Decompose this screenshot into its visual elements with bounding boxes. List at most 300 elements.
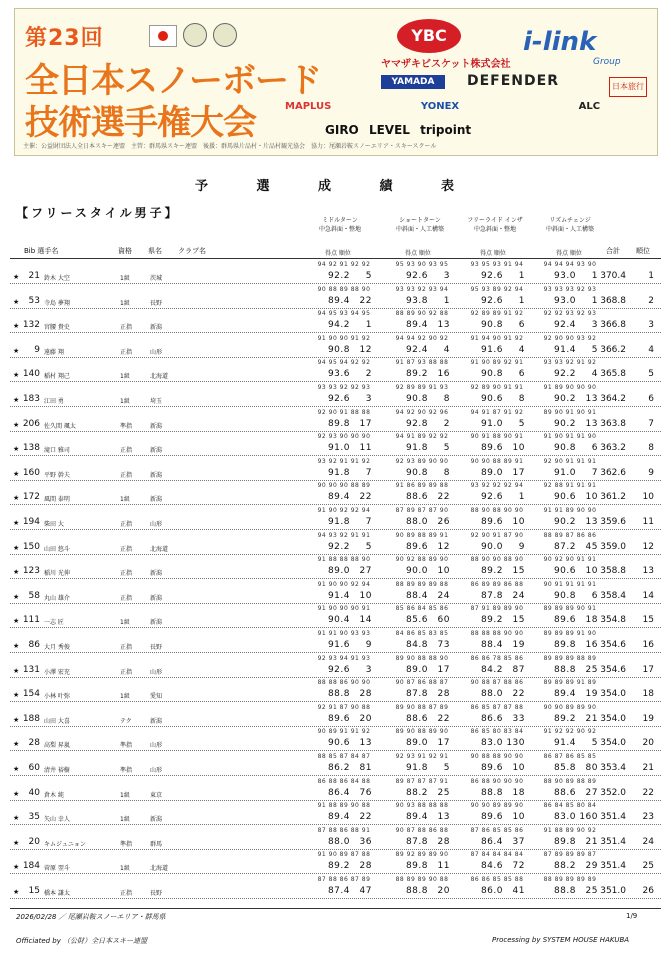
judge-scores: 87 86 85 85 86 xyxy=(470,826,524,834)
event-rank: 4 xyxy=(443,344,450,355)
event-result xyxy=(307,837,381,847)
col-qual: 資格 xyxy=(118,247,132,255)
event-score: 91.6 xyxy=(480,344,503,355)
judge-scores: 92 90 91 91 91 xyxy=(543,457,597,465)
event-result xyxy=(460,640,534,650)
edition: 第23回 xyxy=(25,26,104,51)
qualification: 準指 xyxy=(120,422,133,430)
athlete-name: 丸山 雄介 xyxy=(44,594,70,602)
overall-rank: 14 xyxy=(642,590,654,601)
judge-scores: 87 89 89 89 87 xyxy=(543,851,597,859)
star-icon: ★ xyxy=(13,765,20,773)
event-result xyxy=(385,369,459,379)
star-icon: ★ xyxy=(13,445,20,454)
event-rank: 17 xyxy=(359,418,372,429)
event-result xyxy=(307,763,381,773)
total-score: 364.2 xyxy=(600,394,626,404)
judge-scores: 88 89 87 86 86 xyxy=(543,531,597,539)
overall-rank: 12 xyxy=(642,541,654,552)
bib-number: 35 xyxy=(28,812,40,823)
event-score: 89.4 xyxy=(327,295,350,306)
event-rank: 1 xyxy=(518,295,525,306)
bib-number: 21 xyxy=(28,271,40,281)
event-rank: 25 xyxy=(437,787,450,798)
event-rank: 13 xyxy=(585,394,598,404)
event-sub: 中急斜面・整地 xyxy=(473,226,516,233)
bib-number: 123 xyxy=(22,566,40,577)
bib-number: 9 xyxy=(34,344,40,355)
judge-scores: 91 91 90 93 93 xyxy=(317,630,371,637)
event-score: 91.8 xyxy=(327,517,350,527)
event-score: 86.2 xyxy=(327,763,350,773)
judge-scores: 91 90 89 87 88 xyxy=(317,851,371,859)
event-score: 89.0 xyxy=(480,467,503,478)
event-score: 89.2 xyxy=(327,861,350,872)
qualification: 正指 xyxy=(120,521,133,528)
table-row xyxy=(0,727,671,751)
event-result xyxy=(460,689,534,699)
judge-scores: 89 90 88 87 89 xyxy=(395,703,449,711)
event-score: 90.8 xyxy=(553,590,576,601)
event-result xyxy=(460,886,534,896)
event-score: 92.6 xyxy=(327,664,350,675)
judge-scores: 89 89 89 91 89 xyxy=(543,679,597,687)
event-header xyxy=(533,216,607,234)
event-rank: 15 xyxy=(512,566,525,577)
judge-scores: 93 93 92 91 92 xyxy=(543,359,597,367)
col-score-rank: 得点 順位 xyxy=(556,250,582,257)
event-score: 89.0 xyxy=(405,664,428,675)
star-icon: ★ xyxy=(13,666,20,675)
judge-scores: 92 89 90 91 91 xyxy=(470,384,524,391)
qualification: 正指 xyxy=(120,545,133,553)
judge-scores: 89 89 89 91 90 xyxy=(543,630,597,637)
total-score: 359.0 xyxy=(600,541,626,552)
event-rank: 1 xyxy=(518,492,525,503)
table-row xyxy=(0,408,671,432)
event-rank: 1 xyxy=(365,320,372,331)
event-rank: 13 xyxy=(585,418,598,429)
total-score: 363.8 xyxy=(600,418,626,429)
event-rank: 37 xyxy=(512,836,525,847)
event-rank: 5 xyxy=(365,541,372,552)
judge-scores: 94 91 87 91 92 xyxy=(470,408,524,416)
table-row xyxy=(0,506,671,530)
event-result xyxy=(307,665,381,675)
qualification: 1級 xyxy=(120,496,130,504)
athlete-name: 滝口 雅司 xyxy=(44,447,70,455)
overall-rank: 8 xyxy=(648,443,654,454)
event-result xyxy=(385,640,459,650)
event-score: 92.2 xyxy=(327,541,350,552)
judge-scores: 89 87 87 87 91 xyxy=(395,777,449,785)
prefecture: 長野 xyxy=(150,299,163,307)
judge-scores: 87 88 86 88 91 xyxy=(317,826,371,834)
bib-number: 140 xyxy=(22,369,40,380)
overall-rank: 2 xyxy=(648,295,654,306)
event-score: 92.4 xyxy=(405,344,428,355)
officiated-by: Officiated by （公財）全日本スキー連盟 xyxy=(16,937,148,945)
event-sub: 中斜面・人工構築 xyxy=(395,226,444,233)
col-score-rank: 得点 順位 xyxy=(480,250,506,257)
event-result xyxy=(307,566,381,576)
overall-rank: 24 xyxy=(642,836,654,847)
overall-rank: 22 xyxy=(642,787,654,798)
sponsor-logo: ALC xyxy=(578,101,601,112)
event-score: 89.6 xyxy=(480,812,503,823)
judge-scores: 90 90 89 89 90 xyxy=(470,802,524,810)
event-score: 92.6 xyxy=(327,394,350,404)
judge-scores: 87 88 86 87 89 xyxy=(317,876,371,883)
event-score: 90.0 xyxy=(480,541,503,552)
event-result xyxy=(307,615,381,625)
event-result xyxy=(460,665,534,675)
event-result xyxy=(460,615,534,625)
event-score: 84.8 xyxy=(405,640,428,650)
qualification: 正指 xyxy=(120,348,133,356)
event-score: 89.4 xyxy=(327,812,350,823)
defender-logo: DEFENDER xyxy=(467,73,559,89)
judge-scores: 93 92 91 91 92 xyxy=(317,457,371,465)
event-rank: 8 xyxy=(518,394,525,404)
event-score: 93.0 xyxy=(553,295,576,306)
judge-scores: 88 90 89 88 89 xyxy=(543,777,597,785)
athlete-name: 一志 匠 xyxy=(44,619,64,627)
judge-scores: 90 88 88 90 90 xyxy=(470,753,524,760)
banner-footnote: 主催：公益財団法人全日本スキー連盟 主管：群馬県スキー連盟 後援：群馬県片品村・片品村観光協会 協力：尾瀬岩鞍スノーエリア・スキースクール xyxy=(23,143,437,150)
total-score: 354.6 xyxy=(600,640,626,650)
judge-scores: 90 90 90 88 89 xyxy=(317,482,371,490)
total-score: 354.0 xyxy=(600,738,626,749)
judge-scores: 93 93 92 93 94 xyxy=(395,285,449,293)
total-score: 352.0 xyxy=(600,787,626,798)
event-score: 89.6 xyxy=(405,541,428,552)
judge-scores: 85 86 84 85 86 xyxy=(395,605,449,613)
event-score: 89.6 xyxy=(480,517,503,527)
overall-rank: 3 xyxy=(648,320,654,331)
judge-scores: 87 89 87 87 90 xyxy=(395,507,449,514)
event-rank: 25 xyxy=(585,886,598,896)
judge-scores: 88 89 89 89 88 xyxy=(395,580,449,588)
page-number: 1/9 xyxy=(626,912,638,920)
bib-number: 58 xyxy=(28,590,40,601)
event-score: 89.8 xyxy=(405,861,428,872)
table-row xyxy=(0,580,671,604)
total-score: 366.2 xyxy=(600,344,626,355)
star-icon: ★ xyxy=(13,715,20,724)
star-icon: ★ xyxy=(13,838,20,847)
banner-title-line1: 全日本スノーボード xyxy=(25,61,321,101)
overall-rank: 11 xyxy=(642,517,654,527)
total-score: 354.0 xyxy=(600,713,626,724)
overall-rank: 13 xyxy=(642,566,654,577)
judge-scores: 89 89 89 88 89 xyxy=(543,654,597,662)
judge-scores: 94 95 93 94 95 xyxy=(317,310,371,318)
table-row xyxy=(0,457,671,481)
event-score: 86.6 xyxy=(480,713,503,724)
event-score: 88.6 xyxy=(553,787,576,798)
table-row xyxy=(0,604,671,628)
ybc-company: ヤマザキビスケット株式会社 xyxy=(381,59,511,70)
event-score: 89.0 xyxy=(405,738,428,749)
event-result xyxy=(307,542,381,552)
ilink-group: Group xyxy=(593,57,621,67)
event-result xyxy=(307,640,381,650)
bib-number: 40 xyxy=(28,787,40,798)
event-rank: 17 xyxy=(512,467,525,478)
prefecture: 新潟 xyxy=(150,717,163,725)
judge-scores: 92 93 91 92 91 xyxy=(395,753,449,760)
flag-icon xyxy=(149,25,177,47)
athlete-name: 柴田 大 xyxy=(44,521,64,528)
qualification: 1級 xyxy=(120,791,130,799)
event-rank: 27 xyxy=(359,566,372,577)
event-rank: 22 xyxy=(437,713,450,724)
star-icon: ★ xyxy=(13,273,20,281)
star-icon: ★ xyxy=(13,519,20,527)
emblem-icon xyxy=(213,23,237,47)
date-venue: 2026/02/28 ／ 尾瀬岩鞍スノーエリア・群馬県 xyxy=(16,913,166,921)
table-row xyxy=(0,260,671,284)
event-result xyxy=(307,369,381,379)
athlete-name: 小林 叶弥 xyxy=(44,693,70,701)
event-rank: 26 xyxy=(437,517,450,527)
judge-scores: 89 90 91 90 91 xyxy=(543,408,597,416)
event-rank: 5 xyxy=(518,418,525,429)
event-rank: 2 xyxy=(365,369,372,380)
event-rank: 10 xyxy=(585,492,598,503)
event-rank: 6 xyxy=(518,320,525,331)
event-rank: 21 xyxy=(585,713,598,724)
col-rank: 順位 xyxy=(636,247,650,255)
total-score: 359.6 xyxy=(600,517,626,527)
judge-scores: 92 88 91 91 91 xyxy=(543,482,597,490)
event-score: 89.6 xyxy=(480,443,503,454)
overall-rank: 23 xyxy=(642,812,654,823)
prefecture: 愛知 xyxy=(150,693,163,701)
total-score: 366.8 xyxy=(600,320,626,331)
event-result xyxy=(385,443,459,453)
event-result xyxy=(460,861,534,871)
judge-scores: 86 87 86 85 85 xyxy=(543,753,597,760)
judge-scores: 94 95 94 92 92 xyxy=(317,359,371,367)
athlete-name: 平野 幹夫 xyxy=(44,471,70,479)
judge-scores: 91 90 90 92 94 xyxy=(317,580,371,588)
event-rank: 19 xyxy=(585,689,598,700)
prefecture: 新潟 xyxy=(150,816,163,824)
table-row xyxy=(0,654,671,678)
event-score: 89.4 xyxy=(553,689,576,700)
table-row xyxy=(0,850,671,874)
event-rank: 1 xyxy=(591,271,598,281)
event-result xyxy=(385,812,459,822)
event-result xyxy=(385,615,459,625)
event-rank: 28 xyxy=(437,836,450,847)
judge-scores: 91 90 90 91 92 xyxy=(317,334,371,342)
overall-rank: 18 xyxy=(642,689,654,700)
event-score: 92.2 xyxy=(327,271,350,281)
event-result xyxy=(307,419,381,429)
bib-number: 184 xyxy=(22,861,40,872)
judge-scores: 86 88 86 84 88 xyxy=(317,777,371,785)
event-result xyxy=(460,468,534,478)
athlete-name: 山田 悠斗 xyxy=(44,545,70,553)
prefecture: 山形 xyxy=(150,668,163,676)
event-score: 89.2 xyxy=(405,369,428,380)
event-rank: 22 xyxy=(437,492,450,503)
event-result xyxy=(460,296,534,306)
judge-scores: 89 90 88 89 90 xyxy=(395,728,449,736)
prefecture: 新潟 xyxy=(150,570,163,578)
qualification: 1級 xyxy=(120,398,130,405)
event-score: 89.6 xyxy=(327,713,350,724)
event-result xyxy=(460,443,534,453)
athlete-name: 寺島 夢翔 xyxy=(44,299,70,307)
event-score: 88.4 xyxy=(405,590,428,601)
event-score: 88.4 xyxy=(480,640,503,650)
processing-by: Processing by SYSTEM HOUSE HAKUBA xyxy=(492,936,630,944)
event-score: 88.8 xyxy=(405,886,428,896)
judge-scores: 94 93 92 91 91 xyxy=(317,531,371,539)
event-result xyxy=(307,886,381,896)
event-rank: 10 xyxy=(512,763,525,773)
judge-scores: 94 91 89 92 92 xyxy=(395,433,449,441)
athlete-name: 佐久間 颯太 xyxy=(44,422,76,430)
qualification: 正指 xyxy=(120,324,133,332)
athlete-name: 遠藤 翔 xyxy=(44,348,64,356)
total-score: 351.4 xyxy=(600,812,626,823)
star-icon: ★ xyxy=(13,814,20,823)
event-score: 91.0 xyxy=(327,443,350,454)
table-row xyxy=(0,678,671,702)
total-score: 361.2 xyxy=(600,492,626,503)
event-result xyxy=(385,542,459,552)
yamada-logo: YAMADA xyxy=(381,75,445,89)
prefecture: 山形 xyxy=(150,742,163,750)
event-result xyxy=(385,861,459,871)
event-rank: 20 xyxy=(437,886,450,896)
event-rank: 8 xyxy=(443,467,450,478)
judge-scores: 94 94 92 90 92 xyxy=(395,334,449,342)
overall-rank: 15 xyxy=(642,615,654,626)
event-score: 91.4 xyxy=(553,738,576,749)
event-score: 89.4 xyxy=(405,812,428,823)
total-score: 353.4 xyxy=(600,763,626,773)
judge-scores: 95 93 90 93 95 xyxy=(395,261,449,268)
judge-scores: 92 89 89 91 93 xyxy=(395,384,449,391)
event-result xyxy=(307,812,381,822)
event-rank: 1 xyxy=(518,271,525,281)
event-score: 85.8 xyxy=(553,763,576,773)
event-score: 87.8 xyxy=(405,689,428,700)
event-score: 87.2 xyxy=(553,541,576,552)
event-rank: 5 xyxy=(365,271,372,281)
judge-scores: 91 91 89 90 90 xyxy=(543,507,597,514)
overall-rank: 5 xyxy=(648,369,654,380)
table-row xyxy=(0,531,671,555)
judge-scores: 90 91 91 91 91 xyxy=(543,580,597,588)
prefecture: 山形 xyxy=(150,521,163,528)
judge-scores: 90 87 88 86 88 xyxy=(395,826,449,834)
event-score: 89.8 xyxy=(327,418,350,429)
event-rank: 87 xyxy=(512,664,525,675)
judge-scores: 93 92 92 92 94 xyxy=(470,482,524,490)
overall-rank: 1 xyxy=(648,271,654,281)
event-score: 89.2 xyxy=(480,566,503,577)
event-score: 90.2 xyxy=(553,418,576,429)
event-score: 90.6 xyxy=(480,394,503,404)
event-score: 90.6 xyxy=(553,492,576,503)
athlete-name: 風間 泰明 xyxy=(44,496,70,504)
total-score: 354.0 xyxy=(600,689,626,700)
event-result xyxy=(460,788,534,798)
event-score: 90.8 xyxy=(480,369,503,380)
judge-scores: 86 84 85 80 84 xyxy=(543,802,597,810)
event-result xyxy=(385,566,459,576)
judge-scores: 90 87 86 88 87 xyxy=(395,679,449,687)
event-score: 92.2 xyxy=(553,369,576,380)
judge-scores: 93 95 93 91 94 xyxy=(470,261,524,268)
qualification: 準指 xyxy=(120,742,133,750)
event-rank: 33 xyxy=(512,713,525,724)
prefecture: 茨城 xyxy=(150,275,163,282)
event-score: 88.2 xyxy=(553,861,576,872)
prefecture: 新潟 xyxy=(150,496,163,504)
event-rank: 73 xyxy=(437,640,450,650)
sponsor-logo: LEVEL xyxy=(368,123,410,137)
event-result xyxy=(385,788,459,798)
banner-title-line2: 技術選手権大会 xyxy=(25,103,256,143)
event-score: 88.8 xyxy=(553,886,576,896)
judge-scores: 93 93 93 92 93 xyxy=(543,285,597,293)
event-score: 92.6 xyxy=(480,295,503,306)
event-rank: 7 xyxy=(365,517,372,527)
star-icon: ★ xyxy=(13,322,20,331)
judge-scores: 90 89 91 91 92 xyxy=(317,728,371,736)
event-result xyxy=(385,714,459,724)
overall-rank: 10 xyxy=(642,492,654,503)
event-score: 90.4 xyxy=(327,615,350,626)
star-icon: ★ xyxy=(13,642,20,650)
judge-scores: 86 85 80 83 84 xyxy=(470,728,524,736)
event-score: 86.4 xyxy=(480,836,503,847)
prefecture: 新潟 xyxy=(150,619,163,627)
prefecture: 新潟 xyxy=(150,422,163,430)
bib-number: 183 xyxy=(22,394,40,404)
bib-number: 150 xyxy=(22,541,40,552)
total-score: 368.8 xyxy=(600,295,626,306)
event-rank: 5 xyxy=(591,344,598,355)
qualification: 正指 xyxy=(120,570,133,578)
event-result xyxy=(385,886,459,896)
athlete-name: 山田 大喜 xyxy=(44,717,70,725)
event-score: 89.2 xyxy=(553,713,576,724)
event-result xyxy=(307,394,381,404)
judge-scores: 88 89 90 92 88 xyxy=(395,310,449,318)
judge-scores: 91 90 90 90 91 xyxy=(317,605,371,613)
prefecture: 山形 xyxy=(150,767,163,774)
table-row xyxy=(0,285,671,309)
judge-scores: 86 86 78 85 86 xyxy=(470,654,524,662)
event-result xyxy=(460,492,534,502)
sponsor-logo: tripoint xyxy=(420,123,472,137)
event-result xyxy=(307,738,381,748)
event-result xyxy=(307,320,381,330)
overall-rank: 25 xyxy=(642,861,654,872)
table-row xyxy=(0,752,671,776)
section-title: 【フリースタイル男子】 xyxy=(16,206,180,220)
event-rank: 45 xyxy=(585,541,598,552)
